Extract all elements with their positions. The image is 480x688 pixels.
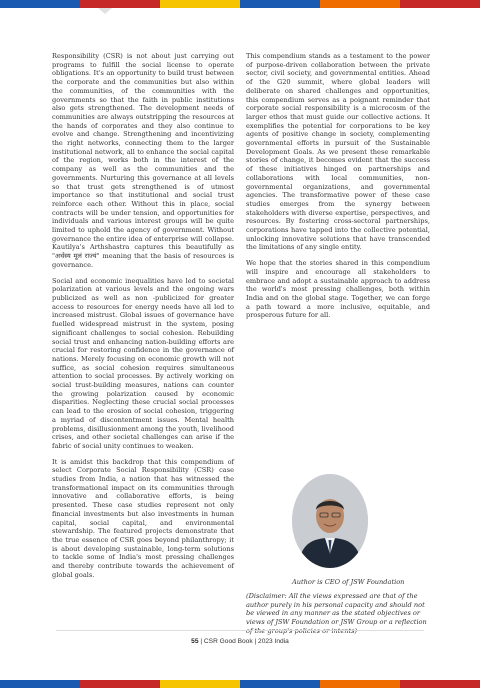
left-paragraph-2: Social and economic inequalities have led to societal polarization at various levels and the ongoing wars publicized as well as non -publicized for greater access to resources for energy needs have all led to increased mistrust. Global issues of governance have fuelled widespread mistrust in the system, posing significant challenges to social cohesion. Rebuilding social trust and enhancing nation-building efforts are crucial for restoring confidence in the governance of nations. Merely focusing on economic growth will not suffice, as social cohesion requires simultaneous attention to social processes. By actively working on social trust-building measures, nations can counter the growing polarization caused by economic disparities. Neglecting these crucial social processes can lead to the erosion of social cohesion, triggering a myriad of discontentment issues. Mental health problems, disillusionment among the youth, livelihood crises, and other societal challenges can arise if the fabric of social unity continues to weaken. [52,276,234,450]
bar-yellow [160,0,240,8]
bar-red [400,0,480,8]
bar-blue [240,0,320,8]
bar-orange [320,0,400,8]
left-paragraph-1: Responsibility (CSR) is not about just carrying out programs to fulfill the social license to operate obligations. It's an opportunity to build trust between the corporate and the communities but also within the communities, of the communities with the governments so that the faith in public institutions also gets strengthened. The development needs of communities are always outstripping the resources at the hands of corporates and they also continue to evolve and change. Strengthening and incentivizing the right networks, connecting them to the larger institutional network, all to enhance the social capital of the region, works both in the interest of the company as well as the communities and the governments. Nurturing this governance at all levels so that trust gets strengthened is of utmost importance so that institutional and social trust reinforce each other. Without this in place, social contracts will be under tension, and opportunities for individuals and various interest groups will be quite limited to uphold the agency of government. Without governance the entire idea of enterprise will collapse. Kautilya's Arthshastra captures this beautifully as "अर्थस्य मूलं राज्यं" meaning that the basis of resources is governance. [52,52,234,269]
disclaimer: (Disclaimer: All the views expressed are that of the author purely in his personal capacity and should not be viewed in any manner as the stated objectives or views of JSW Foundation or JSW Group or a reflection [246,592,427,627]
page-footer [0,638,480,645]
bar-yellow [160,680,240,688]
bar-blue [0,0,80,8]
bar-blue [0,680,80,688]
left-column [52,52,234,586]
bar-orange [320,680,400,688]
page-number: 55 [191,638,199,645]
top-color-bar [0,0,480,8]
bar-red [80,0,160,8]
author-photo [292,474,368,568]
left-paragraph-3: It is amidst this backdrop that this compendium of select Corporate Social Responsibility (CSR) case studies from India, a nation that has witnessed the transformational impact on its communities through innovative and collaborative efforts, is being presented. These case studies represent not only financial investments but also investments in human capital, social capital, and environmental stewardship. The featured projects demonstrate that the true essence of CSR goes beyond philanthropy; it is about developing sustainable, long-term solutions to tackle some of India's most pressing challenges and thereby contribute towards the achievement of global goals. [52,457,234,579]
bar-blue [240,680,320,688]
right-paragraph-2: We hope that the stories shared in this compendium will inspire and encourage all stakeholders to embrace and adopt a sustainable approach to address the world's most pressing challenges, both within India and on the global stage. Together, we can forge a path toward a more inclusive, equitable, and prosperous future for all. [246,259,430,320]
footer-sep: | [200,638,204,645]
bar-red [400,680,480,688]
bottom-color-bar [0,680,480,688]
author-portrait-image [292,474,368,568]
top-notch [98,8,112,14]
right-paragraph-1: This compendium stands as a testament to the power of purpose-driven collaboration between the private sector, civil society, and governmental entities. Ahead of the G20 summit, where global leaders will deliberate on shared challenges and opportunities, this compendium serves as a poignant reminder that corporate social responsibility is a microcosm of the larger ethos that must guide our collective actions. It exemplifies the potential for corporations to be key agents of positive change in society, complementing governmental efforts in pursuit of the Sustainable Development Goals. As we present these remarkable stories of change, it becomes evident that the success of these initiatives hinged on partnerships and collaborations with local communities, non-governmental organizations, and governmental agencies. The transformative power of these case studies emerges from the synergy between stakeholders with diverse expertise, perspectives, and resources. By fostering cross-sectoral partnerships, corporations have tapped into the collective potential, unlocking innovative solutions that have transcended the limitations of any single entity. [246,52,430,252]
publication-title: CSR Good Book | 2023 India [203,638,289,645]
bar-red [80,680,160,688]
author-caption: Author is CEO of JSW Foundation [292,578,405,586]
right-column [246,52,430,327]
footer-divider [56,630,424,631]
